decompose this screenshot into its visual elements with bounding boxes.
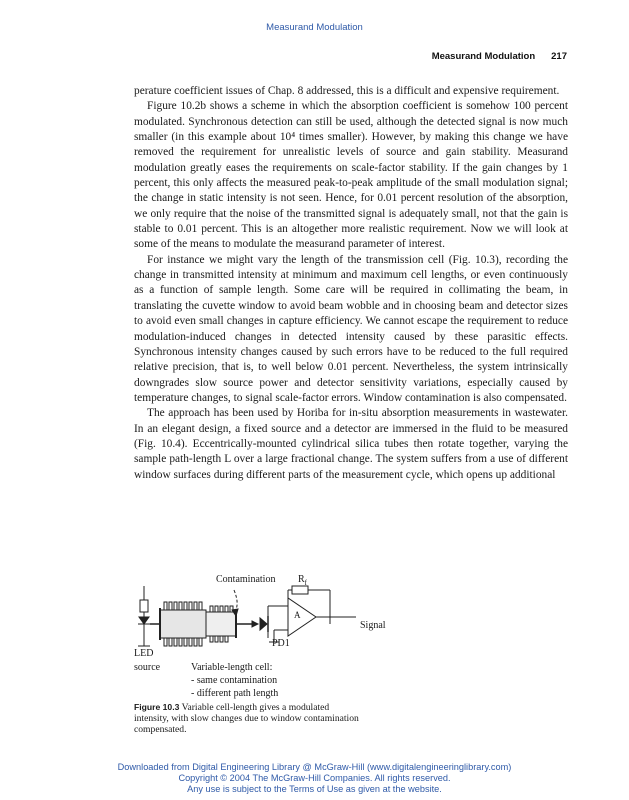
footer-download-link[interactable]: Downloaded from Digital Engineering Library @ McGraw-Hill (www.digitalengineeringlibrary.com) — [117, 762, 512, 772]
signal-label: Signal — [360, 620, 386, 631]
variable-cell-icon — [160, 602, 236, 646]
top-chapter-link[interactable]: Measurand Modulation — [266, 22, 363, 33]
paragraph: The approach has been used by Horiba for in-situ absorption measurements in wastewater. In an elegant design, a fixed source and a detector are immersed in the fluid to be measured (Fig. 10.4). Eccentrically-mounted cylindrical silica tubes then rotate together, varying the sample path-length L over a large fractional change. The system suffers from a use of different window surfaces during different parts of the measurement cycle, which opens up additional — [134, 407, 568, 481]
rf-label — [298, 574, 307, 587]
rf-label-r: R — [298, 574, 305, 585]
figure-10-3 — [134, 572, 434, 702]
pd1-label: PD1 — [272, 638, 290, 649]
contamination-arrow — [234, 590, 237, 612]
caption-text: Variable cell-length gives a modulated intensity, with slow changes due to window contamination compensated. — [134, 702, 359, 736]
cell-title-label: Variable-length cell: — [191, 662, 273, 673]
running-head — [432, 51, 567, 62]
footer-copyright: Copyright © 2004 The McGraw-Hill Companies. All rights reserved. — [178, 773, 451, 783]
rf-label-sub: f — [304, 579, 308, 587]
led-label: LED — [134, 648, 154, 659]
source-label: source — [134, 662, 161, 673]
paragraph: Figure 10.2b shows a scheme in which the absorption coefficient is somehow 100 percent modulated. Synchronous detection can still be used, although the detected signal is now much smaller (in this example about 10⁴ times smaller). However, by making this change we have removed the requirement for unrealistic levels of source and gain stability. Measurand modulation greatly eases the requirements on scale-factor stability. If the gain changes by 1 percent, this only affects the measured peak-to-peak amplitude of the small modulation signal; the change in static intensity is not seen. Hence, for 0.01 percent resolution of the absorption, we only require that the noise of the transmitted signal is adequately small, not that the gain is stable to 0.01 percent. This is an altogether more realistic requirement. Now we will look at some of the means to modulate the measurand parameter of interest. — [134, 100, 568, 251]
footer-terms: Any use is subject to the Terms of Use as given at the website. — [187, 784, 442, 794]
paragraph: For instance we might vary the length of the transmission cell (Fig. 10.3), recording the change in transmitted intensity at minimum and maximum cell lengths, or even continuously as a function of sample length. Some care will be required in collimating the beam, in translating the cuvette window to avoid beam wobble and in choosing beam and detector sizes to avoid even small changes in capture efficiency. We cannot escape the requirement to reduce modulation-induced changes in detected intensity caused by these parasitic effects. Synchronous intensity changes caused by such errors have to be reduced to the full required relative precision, that is, to well below 0.01 percent. Nevertheless, the system intrinsically downgrades slow source power and detector sensitivity variations, especially caused by temperature changes, to signal scale-factor errors. Window contamination is also compensated. — [134, 253, 568, 404]
caption-figure-number: Figure 10.3 — [134, 702, 180, 712]
amplifier-label: A — [294, 610, 301, 620]
cell-item-different-path: - different path length — [191, 688, 279, 699]
footer — [0, 762, 629, 795]
cell-item-same-contamination: - same contamination — [191, 675, 278, 686]
contamination-label: Contamination — [216, 574, 276, 585]
amplifier-icon — [269, 598, 356, 642]
running-head-title: Measurand Modulation — [431, 51, 536, 62]
led-source-icon — [138, 586, 150, 646]
body-text — [134, 84, 568, 483]
figure-caption — [134, 702, 364, 736]
figure-diagram — [134, 572, 434, 702]
paragraph: perature coefficient issues of Chap. 8 addressed, this is a difficult and expensive requirement. — [134, 85, 560, 97]
page-number: 217 — [551, 51, 567, 62]
